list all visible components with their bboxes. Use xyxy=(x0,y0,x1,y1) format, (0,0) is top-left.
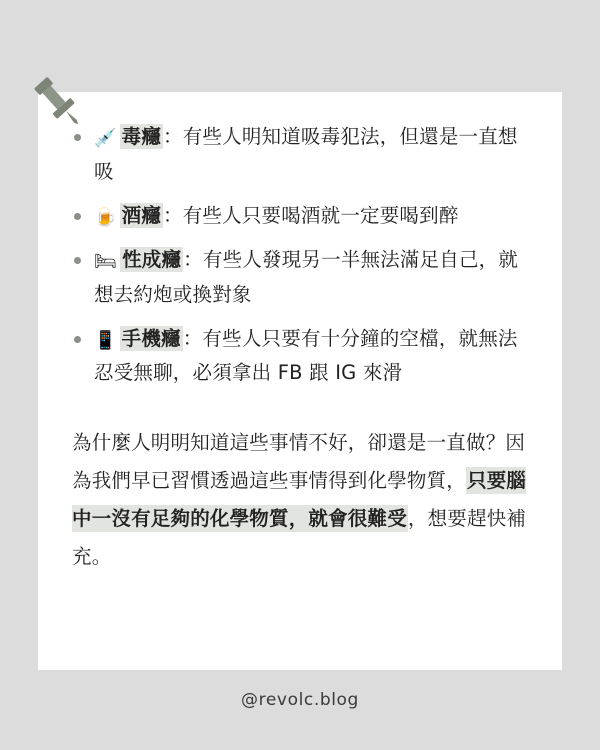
explanation-paragraph xyxy=(72,424,528,576)
paragraph-highlight: 只要腦中一沒有足夠的化學物質，就會很難受 xyxy=(72,469,527,531)
list-item-term: 性成癮 xyxy=(122,248,182,272)
mobile-phone-emoji: 📱 xyxy=(94,329,117,351)
list-item-text: ：有些人只要有十分鐘的空檔，就無法忍受無聊，必須拿出 FB 跟 IG 來滑 xyxy=(94,326,518,385)
list-item xyxy=(72,120,528,189)
list-item-term: 毒癮 xyxy=(121,125,162,148)
bed-emoji: 🛏 xyxy=(94,251,118,273)
beer-emoji: 🍺 xyxy=(94,206,117,228)
list-item xyxy=(72,322,528,391)
paragraph-part-one: 為什麼人明明知道這些事情不好，卻還是一直做？因為我們早已習慣透過這些事情得到化學物質， xyxy=(72,431,526,493)
card-content xyxy=(38,92,562,576)
syringe-emoji: 💉 xyxy=(94,128,117,149)
list-item xyxy=(72,199,528,234)
paragraph-part-two: ，想要趕快補充。 xyxy=(72,507,527,569)
list-item-term: 手機癮 xyxy=(121,326,181,350)
list-item-text: ：有些人只要喝酒就一定要喝到醉 xyxy=(163,203,459,227)
addiction-list xyxy=(72,120,528,390)
blog-handle: @revolc.blog xyxy=(241,690,359,710)
list-item-text: ：有些人明知道吸毒犯法，但還是一直想吸 xyxy=(94,125,518,183)
list-item xyxy=(72,243,528,312)
list-item-term: 酒癮 xyxy=(121,203,162,227)
content-card xyxy=(38,92,562,670)
list-item-text: ：有些人發現另一半無法滿足自己，就想去約炮或換對象 xyxy=(94,248,519,306)
